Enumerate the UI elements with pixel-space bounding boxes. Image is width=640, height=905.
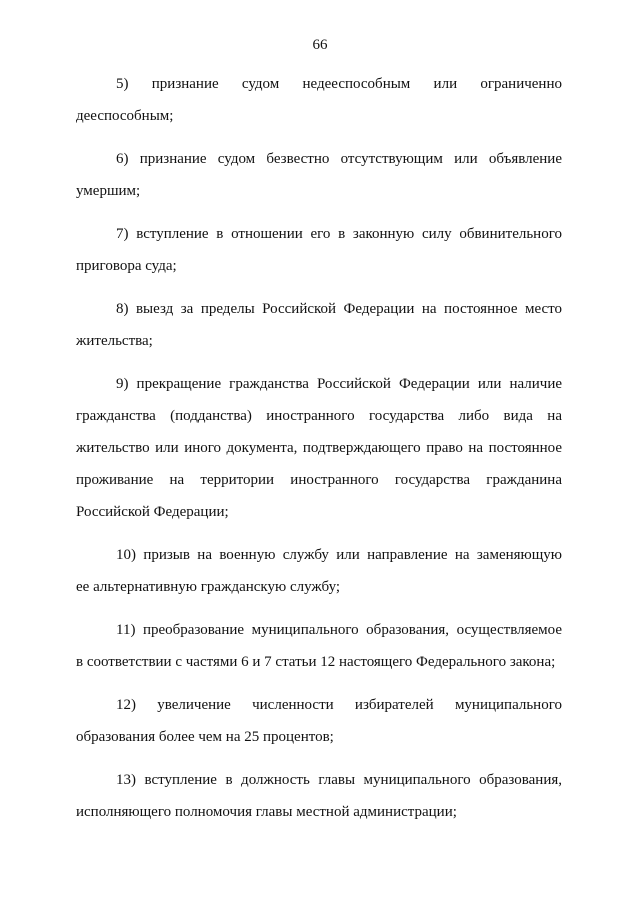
paragraph-line: дееспособным; [76,108,174,124]
paragraph-line: ее альтернативную гражданскую службу; [76,579,341,595]
document-body [76,68,562,839]
paragraph-line: жительства; [76,333,153,349]
paragraph-line: 10) призыв на военную службу или направление на заменяющую [116,547,562,563]
paragraph-line: 11) преобразование муниципального образования, осуществляемое [116,622,562,638]
paragraph-line: 7) вступление в отношении его в законную силу обвинительного [116,226,562,242]
paragraph-line: исполняющего полномочия главы местной администрации; [76,804,457,820]
list-item [76,218,562,282]
paragraph-line: 5) признание судом недееспособным или ограниченно [116,76,562,92]
paragraph-line: 9) прекращение гражданства Российской Федерации или наличие [116,376,562,392]
list-item [76,764,562,828]
paragraph-line: 8) выезд за пределы Российской Федерации на постоянное место [116,301,562,317]
paragraph-line: жительство или иного документа, подтверждающего право на постоянное [76,440,562,456]
list-item [76,68,562,132]
paragraph-line: 13) вступление в должность главы муниципального образования, [116,772,562,788]
paragraph-line: умершим; [76,183,141,199]
paragraph-line: приговора суда; [76,258,177,274]
list-item [76,368,562,528]
paragraph-line: 12) увеличение численности избирателей муниципального [116,697,562,713]
paragraph-line: гражданства (подданства) иностранного государства либо вида на [76,408,562,424]
paragraph-line: в соответствии с частями 6 и 7 статьи 12 настоящего Федерального закона; [76,654,556,670]
list-item [76,689,562,753]
paragraph-line: Российской Федерации; [76,504,229,520]
list-item [76,539,562,603]
list-item [76,614,562,678]
page-number: 66 [312,37,328,53]
list-item [76,293,562,357]
paragraph-line: проживание на территории иностранного государства гражданина [76,472,562,488]
paragraph-line: образования более чем на 25 процентов; [76,729,334,745]
paragraph-line: 6) признание судом безвестно отсутствующим или объявление [116,151,562,167]
list-item [76,143,562,207]
